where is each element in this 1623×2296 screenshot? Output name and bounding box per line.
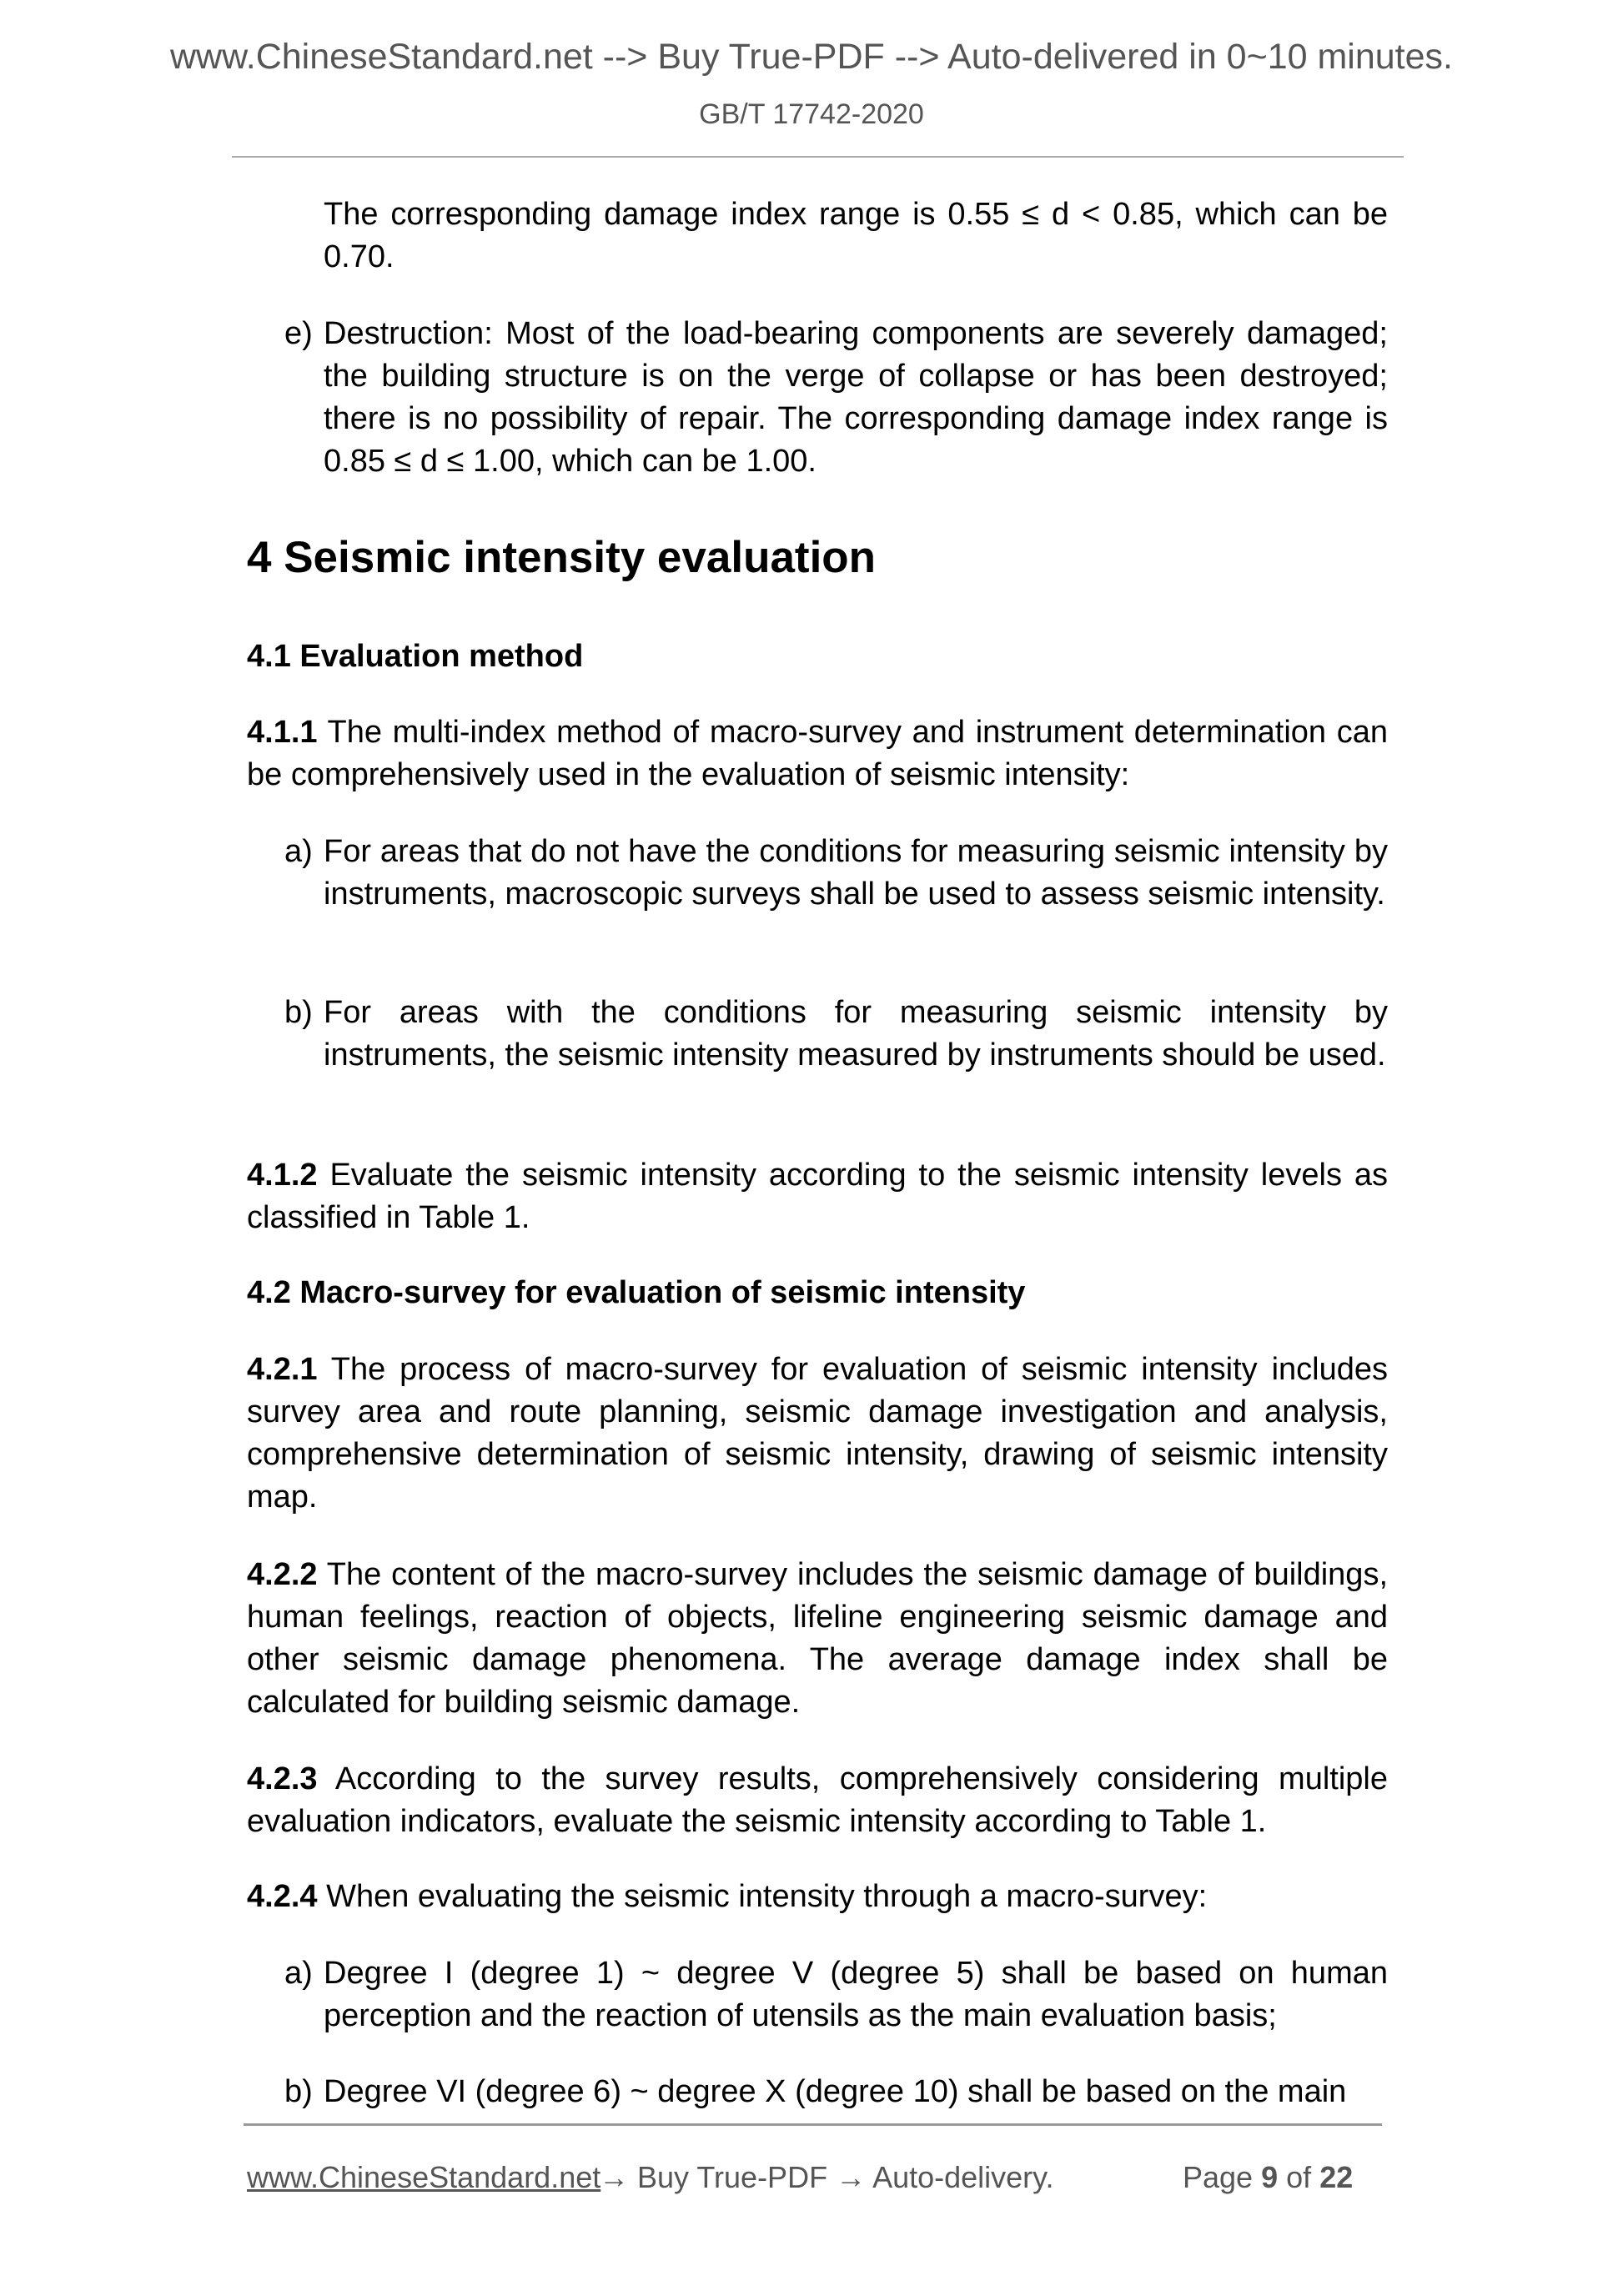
footer-tagline: → Buy True-PDF → Auto-delivery. bbox=[599, 2160, 1054, 2194]
list-item-a bbox=[284, 831, 1388, 916]
list-label: e) bbox=[284, 316, 313, 351]
clause-text: The multi-index method of macro-survey and instrument determination can be comprehensively used in the evaluation of seismic intensity: bbox=[247, 715, 1388, 792]
list-text: Degree I (degree 1) ~ degree V (degree 5) shall be based on human perception and the reaction of utensils as the main evaluation basis; bbox=[324, 1956, 1388, 2033]
section-4-1-heading: 4.1 Evaluation method bbox=[247, 639, 584, 674]
clause-text: According to the survey results, comprehensively considering multiple evaluation indicators, evaluate the seismic intensity according to Table 1. bbox=[247, 1761, 1388, 1839]
list-item-b bbox=[284, 2071, 1388, 2113]
page-number: 9 bbox=[1261, 2160, 1279, 2194]
footer-link[interactable]: www.ChineseStandard.net bbox=[247, 2160, 601, 2194]
list-label: b) bbox=[284, 995, 313, 1030]
list-label: b) bbox=[284, 2074, 313, 2109]
clause-4-2-4 bbox=[247, 1876, 1388, 1918]
list-label: a) bbox=[284, 834, 313, 869]
section-4-heading: 4 Seismic intensity evaluation bbox=[247, 533, 877, 582]
clause-number: 4.2.3 bbox=[247, 1761, 318, 1796]
page-total: 22 bbox=[1319, 2160, 1354, 2194]
page-word: Page bbox=[1183, 2160, 1254, 2194]
clause-number: 4.2.4 bbox=[247, 1879, 318, 1914]
header-divider bbox=[232, 156, 1404, 158]
list-item-b bbox=[284, 992, 1388, 1077]
clause-text: The content of the macro-survey includes the seismic damage of buildings, human feelings, reaction of objects, lifeline engineering seismic damage and other seismic damage phenomena. The average damage index shall be calculated for building seismic damage. bbox=[247, 1557, 1388, 1720]
list-item-e bbox=[284, 313, 1388, 483]
paragraph-d-continuation: The corresponding damage index range is 0.55 ≤ d < 0.85, which can be 0.70. bbox=[324, 197, 1388, 274]
footer-divider bbox=[244, 2123, 1382, 2126]
clause-text: Evaluate the seismic intensity according to the seismic intensity levels as classified in Table 1. bbox=[247, 1158, 1388, 1235]
header-banner: www.ChineseStandard.net --> Buy True-PDF --> Auto-delivered in 0~10 minutes. bbox=[169, 37, 1453, 77]
list-text: Degree VI (degree 6) ~ degree X (degree 10) shall be based on the main bbox=[324, 2074, 1347, 2109]
list-text: For areas that do not have the conditions for measuring seismic intensity by instruments, macroscopic surveys shall be used to assess seismic intensity. bbox=[324, 834, 1388, 912]
section-4-2-heading: 4.2 Macro-survey for evaluation of seismic intensity bbox=[247, 1275, 1026, 1310]
of-word: of bbox=[1286, 2160, 1312, 2194]
clause-4-1-2 bbox=[247, 1154, 1388, 1239]
page-indicator bbox=[1183, 2160, 1353, 2195]
clause-4-1-1 bbox=[247, 711, 1388, 796]
clause-4-2-3 bbox=[247, 1758, 1388, 1843]
list-text: Destruction: Most of the load-bearing components are severely damaged; the building structure is on the verge of collapse or has been destroyed; there is no possibility of repair. The corresponding damage index range is 0.85 ≤ d ≤ 1.00, which can be 1.00. bbox=[324, 316, 1388, 479]
clause-4-2-2 bbox=[247, 1554, 1388, 1724]
list-item-a bbox=[284, 1952, 1388, 2037]
list-label: a) bbox=[284, 1956, 313, 1991]
standard-code: GB/T 17742-2020 bbox=[699, 98, 924, 130]
clause-number: 4.2.2 bbox=[247, 1557, 318, 1592]
list-text: For areas with the conditions for measuring seismic intensity by instruments, the seismic intensity measured by instruments should be used. bbox=[324, 995, 1388, 1073]
clause-number: 4.2.1 bbox=[247, 1352, 318, 1387]
clause-number: 4.1.2 bbox=[247, 1158, 318, 1193]
clause-text: The process of macro-survey for evaluation of seismic intensity includes survey area and route planning, seismic damage investigation and analysis, comprehensive determination of seismic intensity, drawing of seismic intensity map. bbox=[247, 1352, 1388, 1515]
clause-text: When evaluating the seismic intensity through a macro-survey: bbox=[317, 1879, 1208, 1914]
clause-4-2-1 bbox=[247, 1349, 1388, 1519]
clause-number: 4.1.1 bbox=[247, 715, 318, 750]
